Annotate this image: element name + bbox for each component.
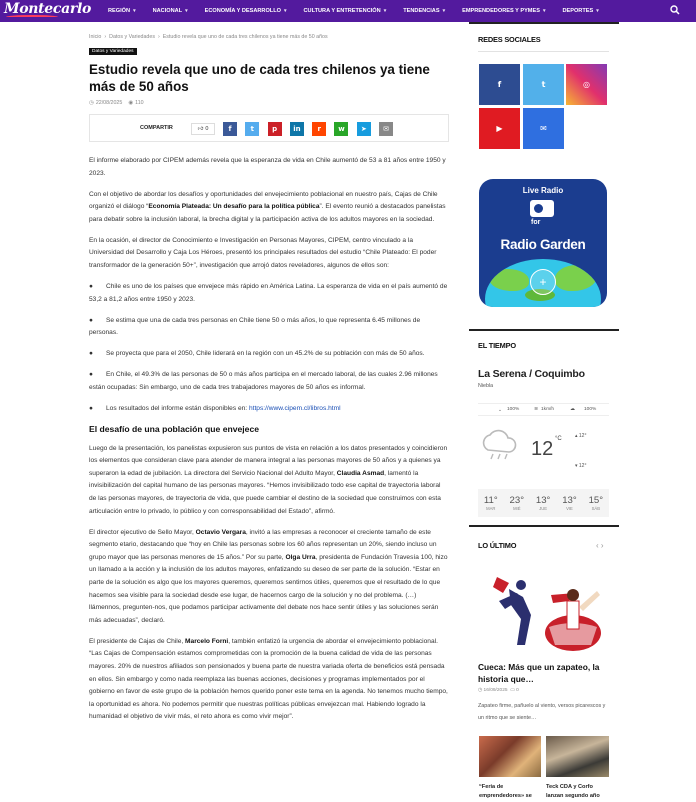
wind-icon: ≋ [534,407,539,412]
bullet-icon: ● [89,371,93,379]
paragraph: Luego de la presentación, los panelistas expusieron sus puntos de vista en relación a los datos presentados y coincidieron los elementos que consideran clave para atender de manera integral a las personas mayores de 50 años y a quienes ya superaron la edad de jubilación. La directora del Servicio Nacional del Adulto Mayor, Claudia Asmad, lamentó la invisibilización del capital humano de las personas mayores. “Hemos invisibilizado todo ese capital de trayectoria laboral de las personas mayores, de trayectoria de vida, que puede cambiar el destino de la sociedad que construimos con esta articulación entre lo privado, lo público y con corresponsabilidad del Estado”, afirmó. [89,444,448,515]
forecast-day [562,496,577,511]
forecast-day-label: MIÉ [513,505,521,511]
social-heading: REDES SOCIALES [478,35,541,44]
drop-icon: 💧︎ [499,408,501,413]
bullet-icon: ● [89,404,93,412]
eye-icon: ◉ [128,100,134,106]
paragraph: En la ocasión, el director de Conocimiento e Investigación en Personas Mayores, CIPEM, centro vinculado a la Universidad del Desarrollo y Caja Los Héroes, presentó los principales resultados del estudio “Chile Plateado: El poder transformador de la generación 50+”, investigación que arrojó datos reveladores, algunos de ellos son: [89,236,437,269]
weather-high: ▴ 12° [575,433,587,439]
chevron-left-icon[interactable]: ‹ [596,541,599,550]
breadcrumb: Inicio › Datos y Variedades › Estudio revela que uno de cada tres chilenos ya tiene más de 50 años [89,34,328,40]
divider [469,22,619,24]
thumbnail-feria[interactable] [479,736,541,777]
weather-humidity: 100% [507,407,520,412]
nav-item-tendencias[interactable]: TENDENCIAS ▾ [403,8,446,14]
chevron-down-icon: ▾ [542,8,546,14]
paragraph: El director ejecutivo de Sello Mayor, Octavio Vergara, invitó a las empresas a reconocer el creciente tamaño de este segmento etario, destacando que “hoy en Chile las personas sobre los 60 años representan un 20%, siendo incluso un grupo mayor que las personas menores de 15 años.” Por su parte, Olga Urra, presidenta de Fundación Travesía 100, hizo un llamado a la acción y la inclusión de los adultos mayores, enfatizando su deseo de ser parte de la solución. “Estar en parte de la solución es algo que los mayores queremos, queremos sentirnos útiles, queremos que el resultado de lo que hacemos sea visible para la sociedad desde ese lugar, de hacernos cargo de la solución y no del problema. (…) llámennos, pregunten-nos, que podamos participar activamente del debate nos hace sentir útiles y las soluciones serán más adecuadas”, declaró. [89,528,448,624]
top-navbar [0,0,696,22]
bullet-icon: ● [89,316,93,324]
reddit-share-button[interactable]: r [312,122,326,136]
twitter-share-button[interactable]: t [245,122,259,136]
forecast-day-label: MAR [486,505,496,511]
radio-for-label: for [531,219,541,226]
list-item: ● Se proyecta que para el 2050, Chile liderará en la región con un 45.2% de su población con más de 50 años. [89,348,449,361]
bullet-icon: ● [89,282,93,290]
list-item: ● Chile es uno de los países que envejece más rápido en América Latina. La esperanza de vida en el país aumentó de 53,2 a 81,2 años entre 1950 y 2023. [89,282,448,303]
chevron-down-icon: ▾ [383,8,387,14]
section-heading: El desafío de una población que envejece [89,423,260,434]
weather-wind: 1km/h [541,407,555,412]
weather-location: La Serena / Coquimbo [478,368,585,380]
bullet-icon: ● [89,350,93,358]
weather-details [478,403,609,416]
breadcrumb-current: Estudio revela que uno de cada tres chilenos ya tiene más de 50 años [162,34,328,40]
share-buttons [223,122,401,136]
cueca-dancers-image[interactable] [479,567,609,657]
latest-title[interactable]: Cueca: Más que un zapateo, la historia que… [478,662,600,684]
radio-garden-banner[interactable] [479,179,607,307]
facebook-social-button[interactable]: f [479,64,520,105]
forecast-day [589,496,604,511]
divider [478,51,609,52]
forecast-day [484,496,498,511]
list-item: ● En Chile, el 49.3% de las personas de 50 o más años participa en el mercado laboral, de las cuales 2.96 millones están ocupadas: Sin embargo, uno de cada tres trabajadores mayores de 50 años es informal. [89,371,438,391]
forecast-day [536,496,551,511]
forecast-day [510,496,525,511]
paragraph: El informe elaborado por CIPEM además revela que la esperanza de vida en Chile aumentó de 53 a 81 años entre 1950 y 2023. [89,157,446,177]
weather-clouds: 100% [584,407,597,412]
carousel-arrows[interactable] [596,541,604,550]
chevron-down-icon: ▾ [133,8,136,14]
whatsapp-share-button[interactable]: w [334,122,348,136]
telegram-share-button[interactable]: ➤ [357,122,371,136]
forecast-day-label: SÁB [591,505,601,511]
share-bar [89,114,449,142]
list-item: ● Se estima que una de cada tres personas en Chile tiene 50 o más años, lo que representa 6.45 millones de personas. [89,316,421,337]
nav-item-deportes[interactable]: DEPORTES ▾ [562,8,599,14]
article-meta [89,100,144,106]
list-item: ● Los resultados del informe están disponibles en: https://www.cipem.cl/libros.html [89,403,449,416]
search-icon[interactable] [670,5,680,15]
radio-icon [530,200,554,217]
thumbnail-caption[interactable]: Teck CDA y Corfo lanzan segundo año [546,784,600,799]
cloud-rain-icon [478,428,520,462]
paragraph: Con el objetivo de abordar los desafíos y oportunidades del envejecimiento poblacional en nuestro país, Cajas de Chile organizó el diálogo “Economía Plateada: Un desafío para la política pública”. El evento reunió a destacados panelistas para debatir sobre la inclusión laboral, la brecha digital y la participación activa de los adultos mayores en la sociedad. [89,190,446,223]
forecast-temp: 11° [483,494,498,506]
nav-item-cultura[interactable]: CULTURA Y ENTRETENCIÓN ▾ [303,8,387,14]
weather-unit: °C [555,436,562,442]
latest-meta: ◷ 16/09/2025 ▭ 0 [478,688,519,693]
article-body [89,155,449,732]
breadcrumb-category[interactable]: Datos y Variedades [109,34,155,40]
share-label: COMPARTIR [140,125,173,131]
divider [469,329,619,331]
instagram-social-button[interactable]: ◎ [566,64,607,105]
category-badge[interactable]: Datos y Variedades [89,48,137,55]
clock-icon: ◷ [478,688,483,693]
forecast-temp: 15° [588,494,604,506]
chevron-right-icon[interactable]: › [600,541,604,550]
arrow-up-icon: ▴ [575,433,578,439]
arrow-down-icon: ▾ [575,463,578,469]
forecast-temp: 13° [562,494,577,506]
report-link[interactable]: https://www.cipem.cl/libros.html [248,404,341,412]
thumbnail-caption[interactable]: “Feria de emprendedores» se [479,784,532,799]
paragraph: El presidente de Cajas de Chile, Marcelo Forni, también enfatizó la urgencia de abordar el envejecimiento poblacional. “Las Cajas de Compensación estamos comprometidas con la promoción de la buena calidad de vida de las personas mayores. 20% de nuestros afiliados son pensionados y buena parte de nuestra variada oferta de beneficios está pensada en ellos. Sin embargo y como nada reemplaza las buenas acciones, decisiones y programas implementados por el gobierno en favor de este grupo de la población hemos querido poner este tema en la agenda. No tenemos mucho tiempo, la oportunidad es ahora. No podemos permitir que nuestras políticas públicas envejezcan mal. Habiendo logrado la humanidad el objetivo de vivir más, el reto ahora es como vivir mejor”. [89,637,448,721]
forecast-day-label: VIE [566,505,573,511]
logo-swoosh [6,15,58,19]
clock-icon: ◷ [89,100,94,106]
weather-low: ▾ 12° [575,463,587,469]
breadcrumb-home[interactable]: Inicio [89,34,102,40]
chevron-down-icon: ▾ [596,8,599,14]
youtube-social-button[interactable]: ▶ [479,108,520,149]
main-menu [108,0,616,22]
article-title: Estudio revela que uno de cada tres chilenos ya tiene más de 50 años [89,62,430,94]
nav-item-economia[interactable]: ECONOMÍA Y DESARROLLO ▾ [204,8,287,14]
latest-heading: LO ÚLTIMO [478,541,517,550]
cloud-icon: ☁︎ [570,407,575,412]
comment-icon: ▭ [510,688,515,693]
nav-item-region[interactable]: REGIÓN ▾ [108,8,136,14]
thumbs-up-icon: 👍︎ [197,126,204,132]
article-date: 22/08/2025 [95,100,123,106]
chevron-down-icon: ▾ [284,8,287,14]
forecast-temp: 13° [535,494,551,506]
site-logo[interactable]: Montecarlo [4,1,92,17]
share-counter: 👍︎ 0 [191,123,215,135]
nav-item-emprendedores[interactable]: EMPRENDEDORES Y PYMES ▾ [462,8,546,14]
weather-forecast [478,489,609,517]
latest-excerpt: Zapateo firme, pañuelo al viento, versos picarescos y un ritmo que se siente… [478,703,606,721]
facebook-share-button[interactable]: f [223,122,237,136]
email-share-button[interactable]: ✉ [379,122,393,136]
email-social-button[interactable]: ✉ [523,108,564,149]
chevron-down-icon: ▾ [442,8,446,14]
forecast-day-label: JUE [539,505,548,511]
forecast-temp: 23° [509,494,525,506]
radio-live-label: Live Radio [522,186,564,195]
nav-item-nacional[interactable]: NACIONAL ▾ [152,8,188,14]
thumbnail-teck[interactable] [546,736,609,777]
chevron-down-icon: ▾ [185,8,188,14]
radio-garden-label: Radio Garden [500,237,586,252]
weather-temperature: 12 [531,438,554,460]
article-views: 110 [135,100,144,106]
divider [469,525,619,527]
linkedin-share-button[interactable]: in [290,122,304,136]
twitter-social-button[interactable]: t [523,64,564,105]
pinterest-share-button[interactable]: p [268,122,282,136]
weather-description: Niebla [478,383,494,389]
plus-icon: + [530,269,556,295]
weather-heading: EL TIEMPO [478,341,516,350]
